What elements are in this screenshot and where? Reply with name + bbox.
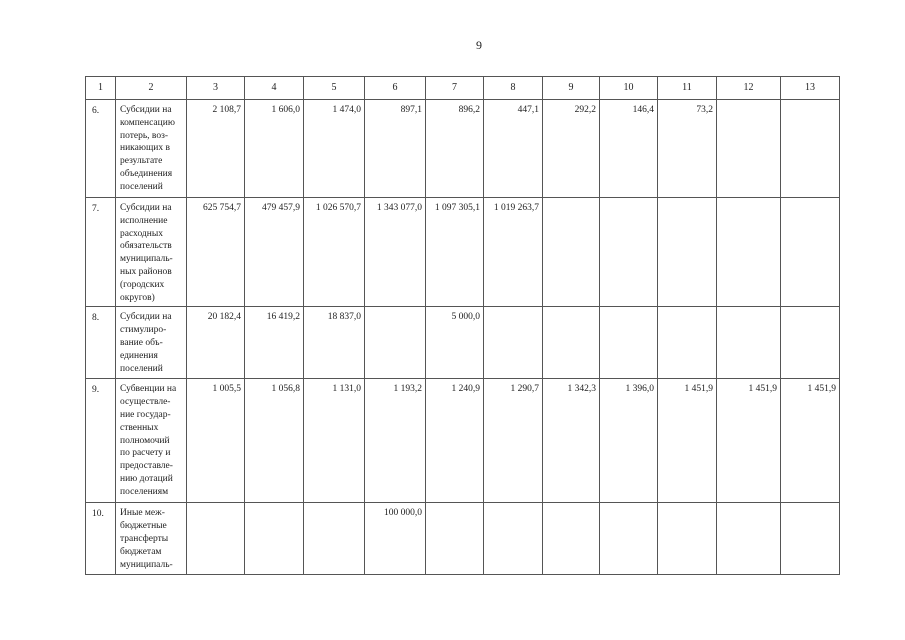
column-header: 4: [245, 77, 304, 100]
row-number: 9.: [86, 379, 116, 503]
table-cell: 1 019 263,7: [484, 198, 543, 307]
table-cell: 1 342,3: [543, 379, 600, 503]
row-number: 7.: [86, 198, 116, 307]
table-cell: 2 108,7: [187, 100, 245, 198]
table-cell: 1 451,9: [658, 379, 717, 503]
table-cell: [245, 503, 304, 575]
table-cell: 1 290,7: [484, 379, 543, 503]
table-cell: 5 000,0: [426, 307, 484, 379]
table-cell: [781, 307, 840, 379]
table-cell: [543, 503, 600, 575]
column-header: 3: [187, 77, 245, 100]
table-cell: [717, 307, 781, 379]
column-header: 10: [600, 77, 658, 100]
table-cell: 896,2: [426, 100, 484, 198]
table-cell: 1 005,5: [187, 379, 245, 503]
column-header: 6: [365, 77, 426, 100]
table-row: [86, 198, 840, 307]
table-cell: [658, 307, 717, 379]
column-header: 8: [484, 77, 543, 100]
table-cell: [781, 503, 840, 575]
table-cell: [426, 503, 484, 575]
column-header: 2: [116, 77, 187, 100]
column-header: 9: [543, 77, 600, 100]
table-cell: 447,1: [484, 100, 543, 198]
table-cell: 18 837,0: [304, 307, 365, 379]
table-cell: 292,2: [543, 100, 600, 198]
column-header: 13: [781, 77, 840, 100]
table-cell: 897,1: [365, 100, 426, 198]
row-number: 8.: [86, 307, 116, 379]
table-row: [86, 100, 840, 198]
table-cell: [484, 503, 543, 575]
table-cell: [717, 503, 781, 575]
table-cell: 73,2: [658, 100, 717, 198]
column-header: 7: [426, 77, 484, 100]
row-name: Субсидии на стимулиро- вание объ- единения поселений: [116, 307, 187, 379]
table-cell: 1 193,2: [365, 379, 426, 503]
table-cell: [600, 198, 658, 307]
table-cell: 479 457,9: [245, 198, 304, 307]
table-cell: 1 131,0: [304, 379, 365, 503]
table-row: [86, 307, 840, 379]
table-cell: 20 182,4: [187, 307, 245, 379]
table-header-row: [86, 77, 840, 100]
table-cell: [717, 198, 781, 307]
table-cell: [600, 307, 658, 379]
table-cell: [658, 503, 717, 575]
table-cell: [365, 307, 426, 379]
table-row: [86, 379, 840, 503]
table-cell: 1 606,0: [245, 100, 304, 198]
table-cell: 100 000,0: [365, 503, 426, 575]
table-cell: 1 451,9: [717, 379, 781, 503]
column-header: 11: [658, 77, 717, 100]
table-cell: 1 343 077,0: [365, 198, 426, 307]
row-name: Субсидии на исполнение расходных обязательств муниципаль- ных районов (городских округов): [116, 198, 187, 307]
table-cell: 625 754,7: [187, 198, 245, 307]
table-cell: 16 419,2: [245, 307, 304, 379]
table-cell: [781, 100, 840, 198]
table-cell: [658, 198, 717, 307]
table-cell: 1 056,8: [245, 379, 304, 503]
table-cell: [543, 198, 600, 307]
table-cell: [543, 307, 600, 379]
table-row: [86, 503, 840, 575]
page-number: 9: [476, 38, 482, 52]
column-header: 5: [304, 77, 365, 100]
row-number: 10.: [86, 503, 116, 575]
table-cell: 1 026 570,7: [304, 198, 365, 307]
row-name: Субсидии на компенсацию потерь, воз- никающих в результате объединения поселений: [116, 100, 187, 198]
table-cell: [484, 307, 543, 379]
table-cell: [781, 198, 840, 307]
row-number: 6.: [86, 100, 116, 198]
table-cell: 146,4: [600, 100, 658, 198]
column-header: 12: [717, 77, 781, 100]
column-header: 1: [86, 77, 116, 100]
table-cell: 1 240,9: [426, 379, 484, 503]
row-name: Иные меж- бюджетные трансферты бюджетам муниципаль-: [116, 503, 187, 575]
budget-table: [85, 76, 840, 575]
table-cell: 1 474,0: [304, 100, 365, 198]
table-cell: [600, 503, 658, 575]
table-cell: [304, 503, 365, 575]
table-cell: 1 097 305,1: [426, 198, 484, 307]
table-cell: 1 451,9: [781, 379, 840, 503]
row-name: Субвенции на осуществле- ние государ- ственных полномочий по расчету и предоставле- нию дотаций поселениям: [116, 379, 187, 503]
table-cell: 1 396,0: [600, 379, 658, 503]
table-cell: [187, 503, 245, 575]
table-cell: [717, 100, 781, 198]
